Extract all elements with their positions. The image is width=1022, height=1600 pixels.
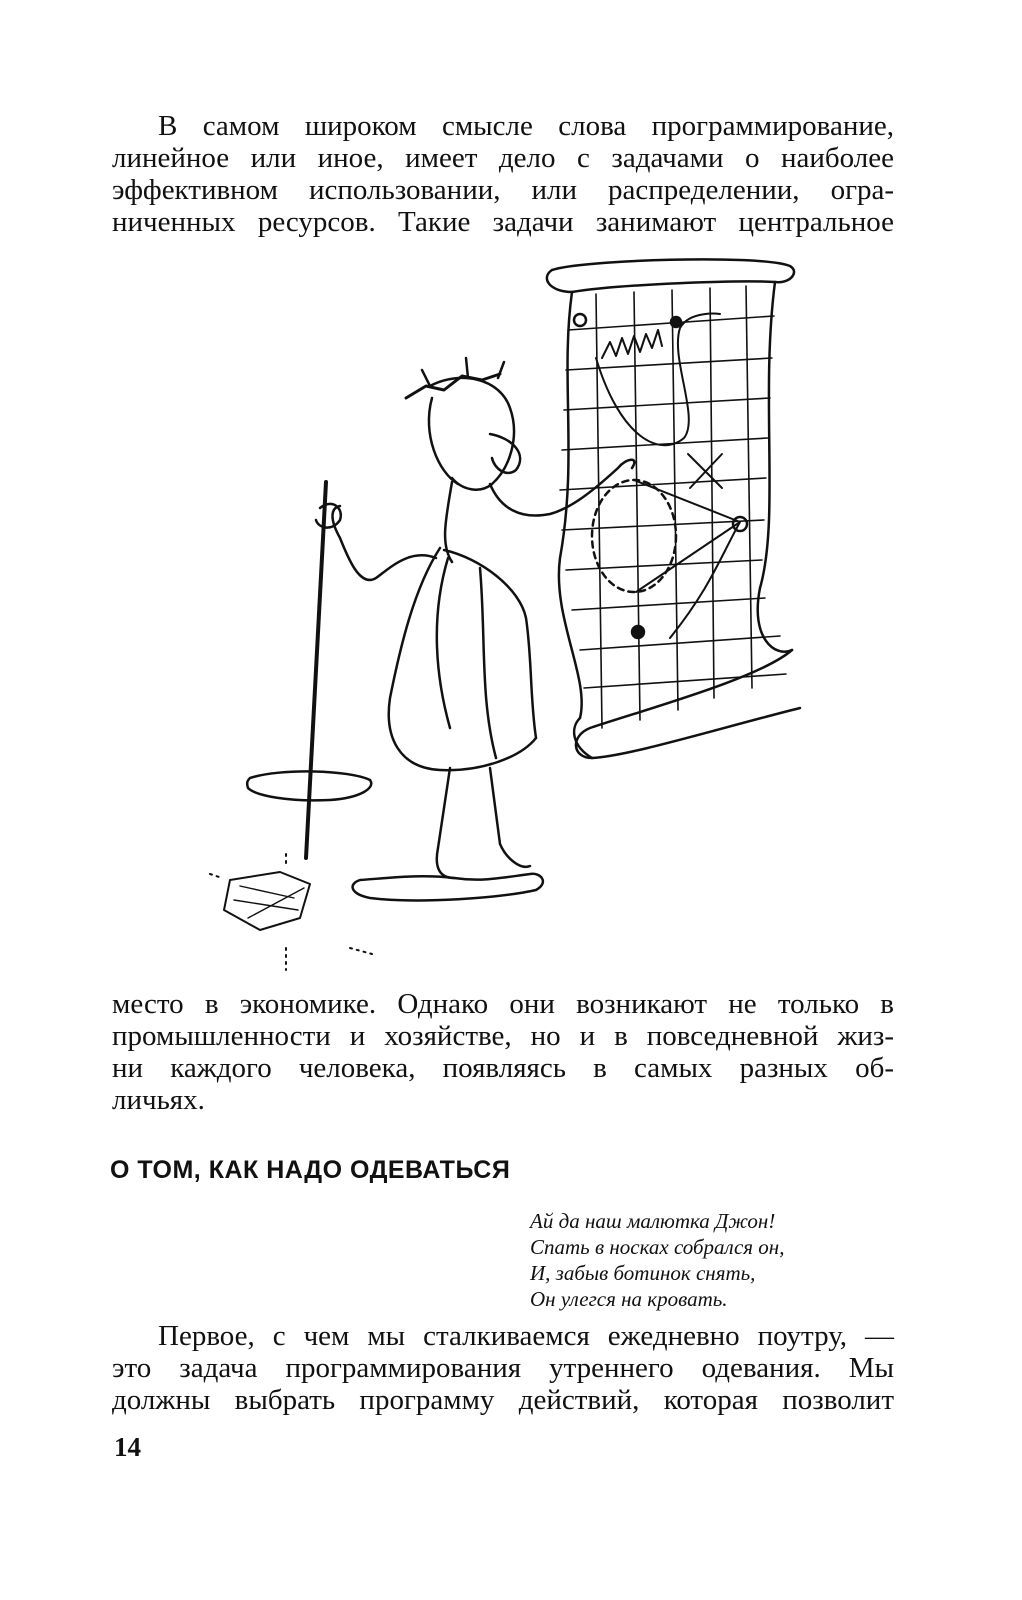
paragraph-intro bbox=[112, 110, 894, 238]
poem-line: И, забыв ботинок снять, bbox=[530, 1261, 756, 1285]
paragraph-dressing bbox=[112, 1320, 894, 1416]
poem-line: Он улегся на кровать. bbox=[530, 1287, 728, 1311]
text-line: ниченных ресурсов. Такие задачи занимают центральное bbox=[112, 206, 894, 238]
epigraph-poem bbox=[530, 1208, 784, 1312]
poem-line: Спать в носках собрался он, bbox=[530, 1235, 785, 1259]
text-line: место в экономике. Однако они возникают не только в bbox=[112, 988, 894, 1020]
text-line: ни каждого человека, появляясь в самых разных об- bbox=[112, 1052, 894, 1084]
poem-line: Ай да наш малютка Джон! bbox=[530, 1209, 776, 1233]
paragraph-continued bbox=[112, 988, 894, 1116]
text-line: должны выбрать программу действий, которая позволит bbox=[112, 1384, 894, 1416]
scroll-chart-drawing bbox=[547, 259, 800, 758]
text-line: промышленности и хозяйстве, но и в повседневной жиз- bbox=[112, 1020, 894, 1052]
page-number: 14 bbox=[114, 1432, 141, 1462]
text-line: В самом широком смысле слова программирование, bbox=[158, 110, 894, 142]
section-heading: О ТОМ, КАК НАДО ОДЕВАТЬСЯ bbox=[110, 1156, 511, 1184]
text-line: личьях. bbox=[112, 1084, 205, 1116]
text-line: линейное или иное, имеет дело с задачами о наиболее bbox=[112, 142, 894, 174]
text-line: Первое, с чем мы сталкиваемся ежедневно поутру, — bbox=[158, 1320, 894, 1352]
emperor-scroll-illustration bbox=[200, 258, 810, 978]
text-line: это задача программирования утреннего одевания. Мы bbox=[112, 1352, 894, 1384]
text-line: эффективном использовании, или распределении, огра- bbox=[112, 174, 894, 206]
